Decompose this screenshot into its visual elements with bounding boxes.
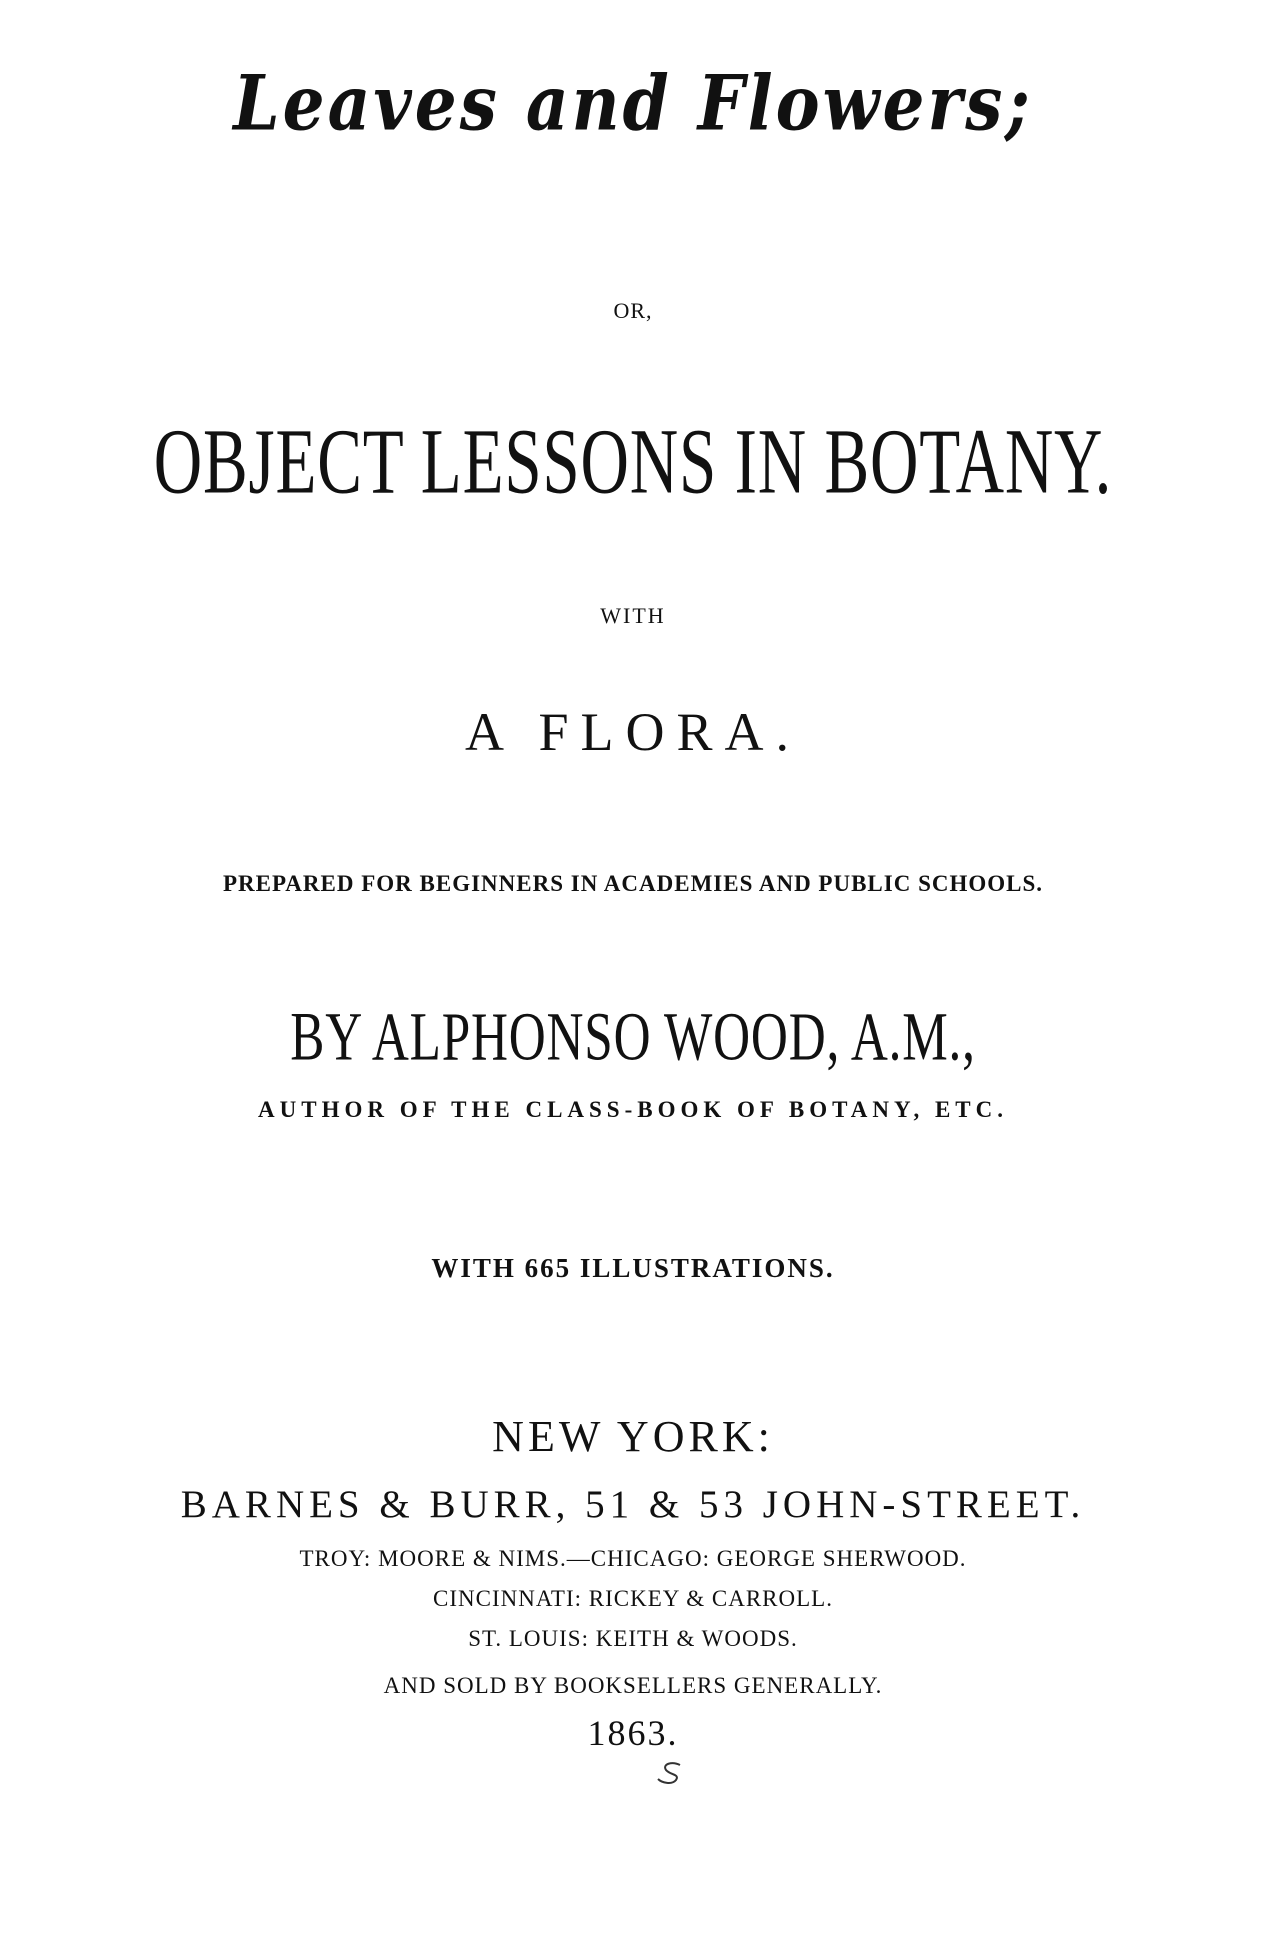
imprint-year: 1863. <box>587 1713 679 1753</box>
title-conjunction: OR, <box>613 298 653 323</box>
subtitle: A FLORA. <box>464 702 802 762</box>
author-credit: AUTHOR OF THE CLASS-BOOK OF BOTANY, ETC. <box>258 1097 1008 1122</box>
imprint-publisher: BARNES & BURR, 51 & 53 JOHN-STREET. <box>180 1483 1086 1526</box>
author-line: BY ALPHONSO WOOD, A.M., <box>290 998 976 1075</box>
audience-line: PREPARED FOR BEGINNERS IN ACADEMIES AND PUBLIC SCHOOLS. <box>222 871 1044 896</box>
handwritten-mark <box>650 1760 690 1786</box>
imprint-sold-by: AND SOLD BY BOOKSELLERS GENERALLY. <box>383 1673 883 1698</box>
illustrations-note: WITH 665 ILLUSTRATIONS. <box>431 1253 835 1283</box>
book-title: Leaves and Flowers; <box>233 58 1033 148</box>
imprint-city: NEW YORK: <box>492 1412 774 1461</box>
imprint-agent-line: ST. LOUIS: KEITH & WOODS. <box>468 1626 798 1651</box>
imprint-agent-line: TROY: MOORE & NIMS.—CHICAGO: GEORGE SHERWOOD. <box>299 1546 967 1571</box>
main-title: OBJECT LESSONS IN BOTANY. <box>153 409 1113 513</box>
with-label: WITH <box>600 603 666 628</box>
imprint-agent-line: CINCINNATI: RICKEY & CARROLL. <box>433 1586 833 1611</box>
